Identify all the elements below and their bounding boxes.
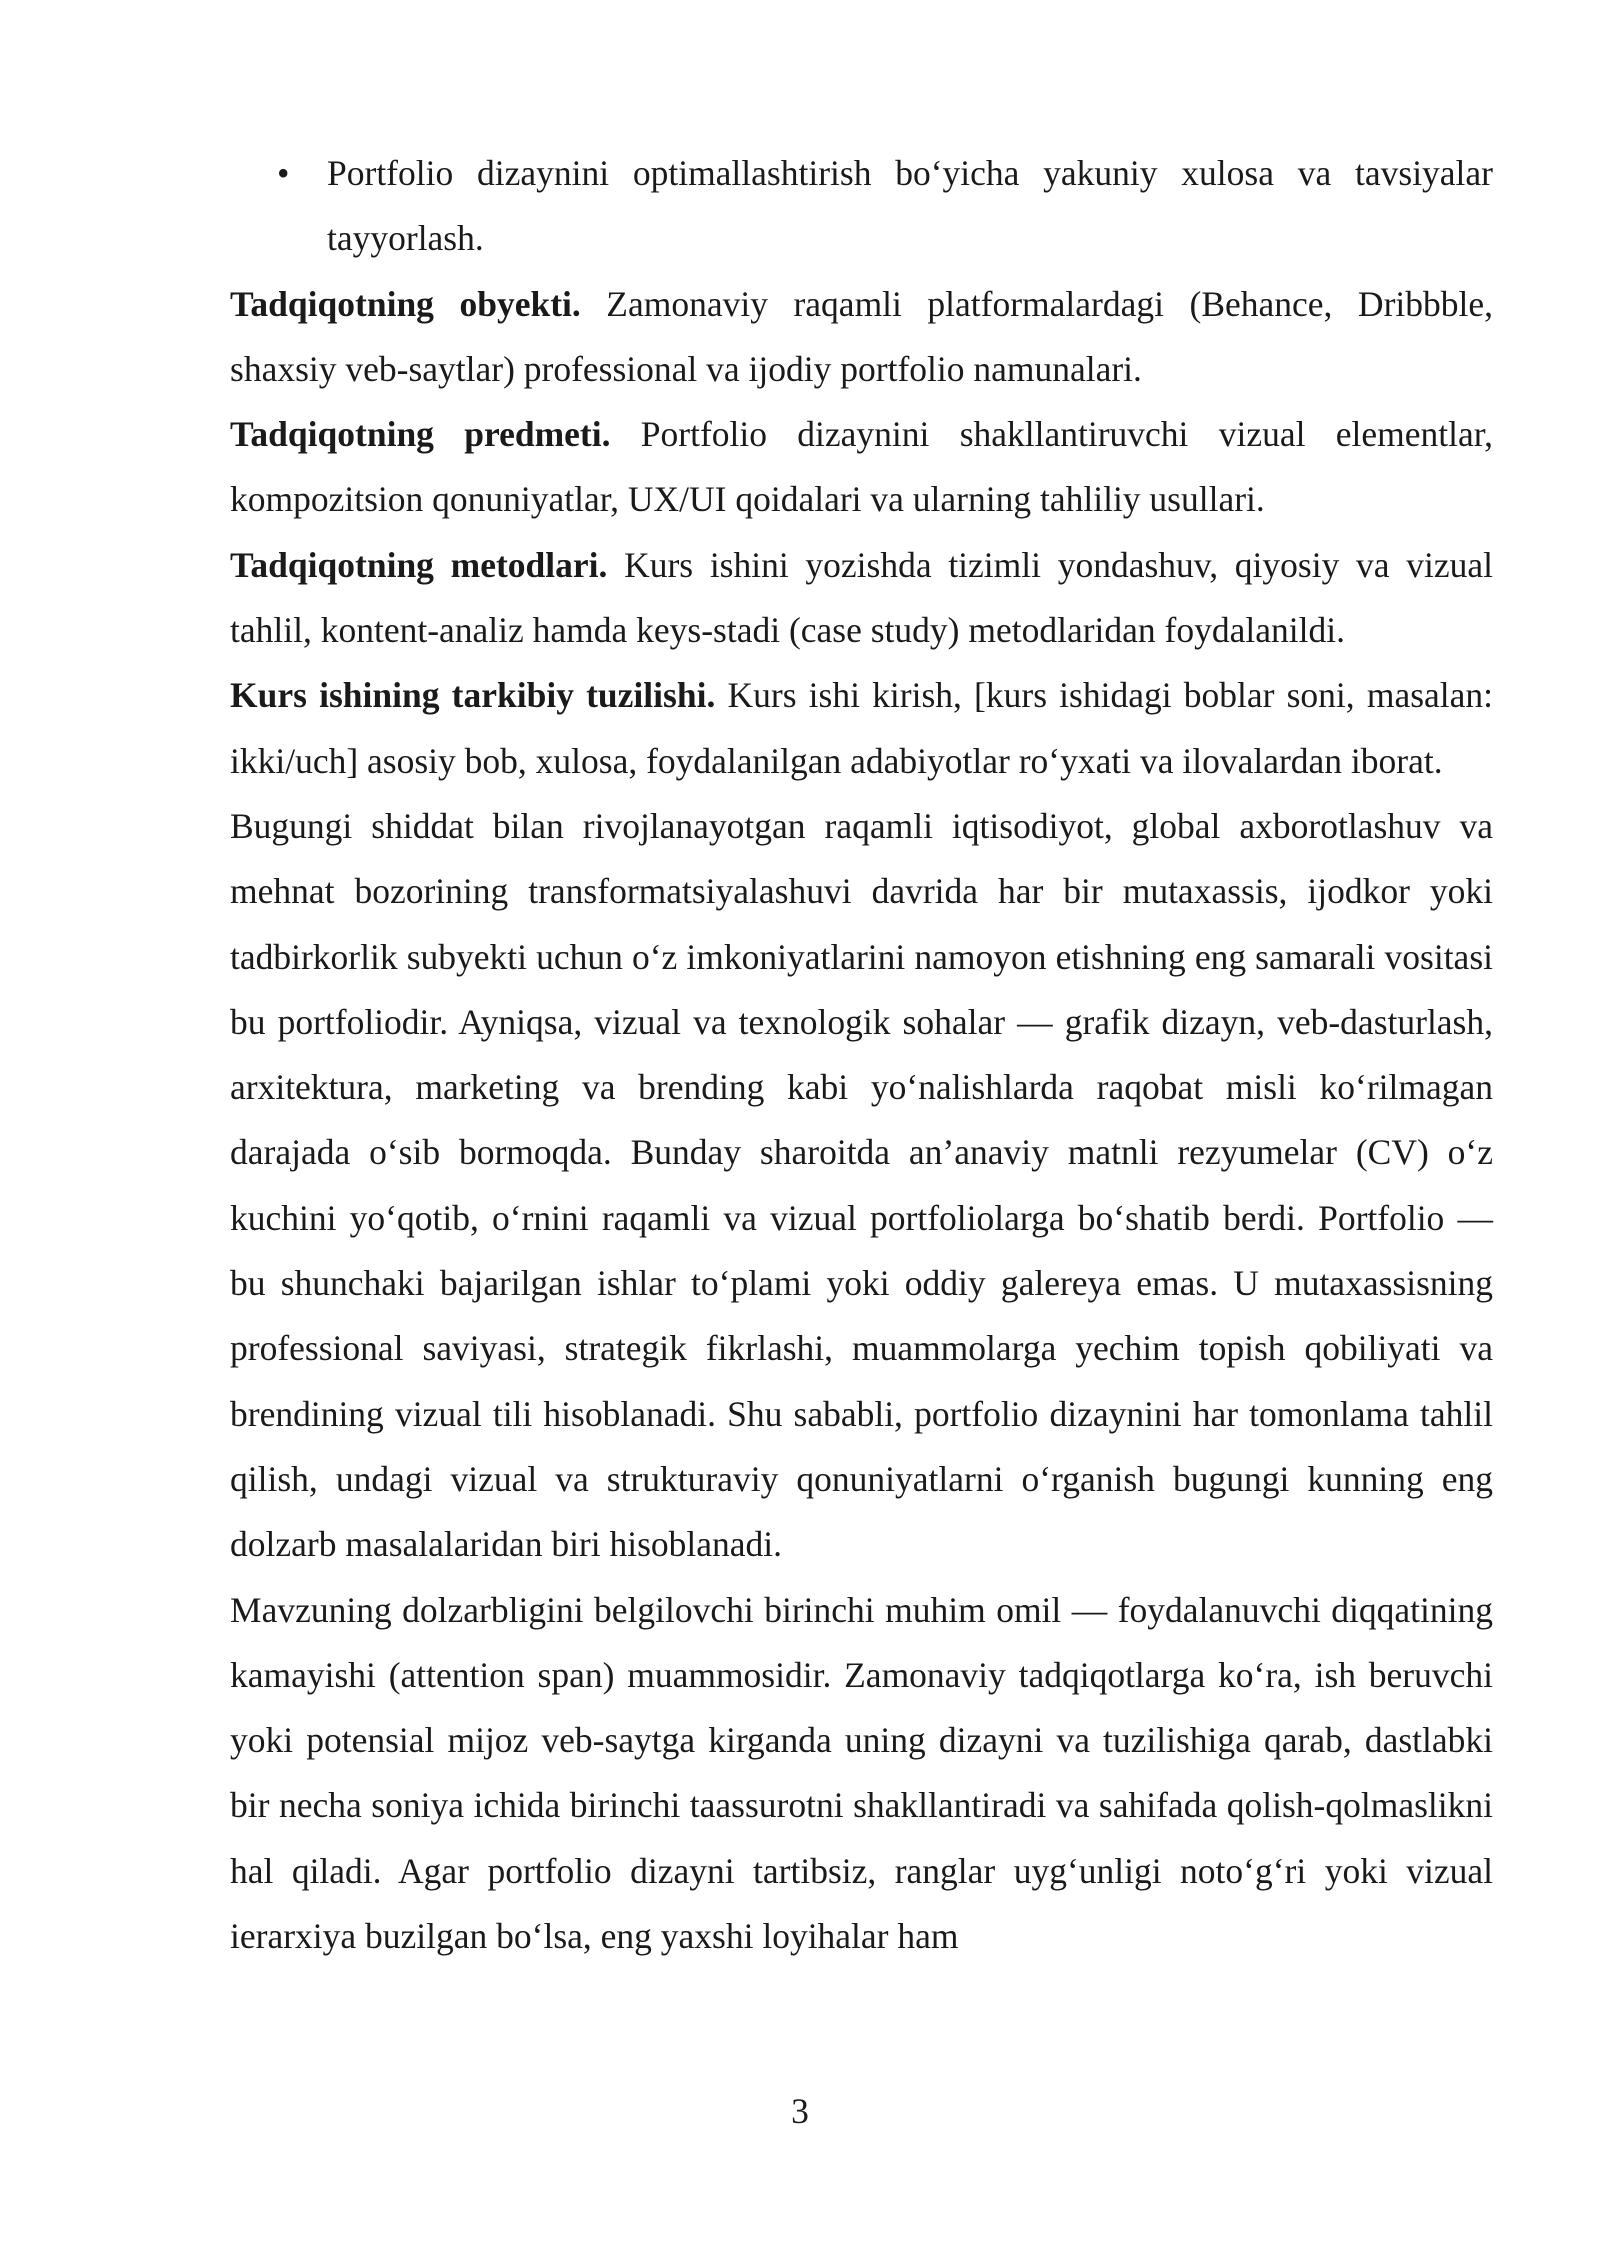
section-heading: Tadqiqotning metodlari. (230, 544, 608, 585)
section-structure (230, 663, 1493, 794)
bullet-text: Portfolio dizaynini optimallashtirish bo‘yicha yakuniy xulosa va tavsiyalar tayyorlash. (327, 153, 1493, 259)
section-text: Kurs ishini yozishda tizimli yondashuv, qiyosiy va vizual tahlil, kontent-analiz hamda keys-stadi (case study) metodlaridan foydalanildi. (230, 544, 1493, 651)
section-heading: Kurs ishining tarkibiy tuzilishi. (230, 675, 716, 716)
section-methods (230, 533, 1493, 664)
page-number: 3 (791, 2091, 809, 2131)
section-text: Portfolio dizaynini shakllantiruvchi vizual elementlar, kompozitsion qonuniyatlar, UX/UI qoidalari va ularning tahliliy usullari. (230, 414, 1493, 520)
bullet-item (230, 141, 1493, 272)
bullet-marker: • (277, 153, 290, 193)
section-text: Kurs ishi kirish, [kurs ishidagi boblar soni, masalan: ikki/uch] asosiy bob, xulosa, foydalanilgan adabiyotlar ro‘yxati va ilovalardan iborat. (230, 675, 1494, 781)
page-body (230, 141, 1493, 1969)
body-paragraph: Bugungi shiddat bilan rivojlanayotgan raqamli iqtisodiyot, global axborotlashuv va mehnat bozorining transformatsiyalashuvi davrida har bir mutaxassis, ijodkor yoki tadbirkorlik subyekti uchun o‘z imkoniyatlarini namoyon etishning eng samarali vositasi bu portfoliodir. Ayniqsa, vizual va texnologik sohalar — grafik dizayn, veb-dasturlash, arxitektura, marketing va brending kabi yo‘nalishlarda raqobat misli ko‘rilmagan darajada o‘sib bormoqda. Bunday sharoitda an’anaviy matnli rezyumelar (CV) o‘z kuchini yo‘qotib, o‘rnini raqamli va vizual portfoliolarga bo‘shatib berdi. Portfolio — bu shunchaki bajarilgan ishlar to‘plami yoki oddiy galereya emas. U mutaxassisning professional saviyasi, strategik fikrlashi, muammolarga yechim topish qobiliyati va brendining vizual tili hisoblanadi. Shu sababli, portfolio dizaynini har tomonlama tahlil qilish, undagi vizual va strukturaviy qonuniyatlarni o‘rganish bugungi kunning eng dolzarb masalalaridan biri hisoblanadi. (230, 805, 1493, 1565)
section-heading: Tadqiqotning obyekti. (230, 283, 581, 324)
section-heading: Tadqiqotning predmeti. (230, 414, 611, 455)
bullet-list (230, 141, 1493, 272)
section-subject (230, 402, 1493, 533)
body-paragraph: Mavzuning dolzarbligini belgilovchi birinchi muhim omil — foydalanuvchi diqqatining kamayishi (attention span) muammosidir. Zamonaviy tadqiqotlarga ko‘ra, ish beruvchi yoki potensial mijoz veb-saytga kirganda uning dizayni va tuzilishiga qarab, dastlabki bir necha soniya ichida birinchi taassurotni shakllantiradi va sahifada qolish-qolmaslikni hal qiladi. Agar portfolio dizayni tartibsiz, ranglar uyg‘unligi noto‘g‘ri yoki vizual ierarxiya buzilgan bo‘lsa, eng yaxshi loyihalar ham (230, 1589, 1493, 1957)
section-text: Zamonaviy raqamli platformalardagi (Behance, Dribbble, shaxsiy veb-saytlar) professional va ijodiy portfolio namunalari. (230, 283, 1493, 389)
section-object (230, 272, 1493, 403)
